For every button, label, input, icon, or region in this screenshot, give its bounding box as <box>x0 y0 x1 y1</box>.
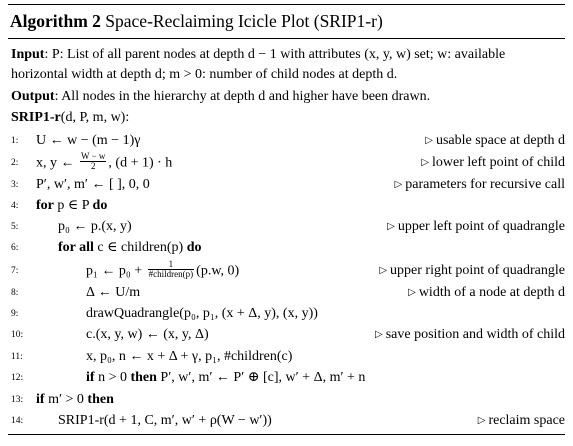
input-label: Input <box>11 47 45 62</box>
line-comment <box>395 176 565 195</box>
algorithm-header <box>10 9 383 33</box>
code-line <box>86 305 318 323</box>
line-comment <box>421 154 565 173</box>
code-text: p₀ ← p.(x, y) <box>58 219 132 234</box>
line-number: 2: <box>11 158 19 168</box>
code-line <box>86 369 365 387</box>
code-text: (p.w, 0) <box>196 263 240 279</box>
code-text: U ← w − (m − 1)γ <box>36 133 141 148</box>
comment-text: upper left point of quadrangle <box>397 219 565 234</box>
input-text-2: horizontal width at depth d; m > 0: number of child nodes at depth d. <box>11 67 398 82</box>
comment-triangle-icon: ▷ <box>379 265 388 276</box>
line-number: 9: <box>11 309 19 319</box>
keyword: do <box>92 198 108 213</box>
code-text: p₁ ← p₀ + <box>86 263 146 279</box>
code-text: SRIP1-r(d + 1, C, m′, w′ + ρ(W − w′)) <box>58 413 272 428</box>
line-number: 11: <box>11 352 23 362</box>
line-number: 13: <box>11 395 24 405</box>
comment-text: upper right point of quadrangle <box>390 263 565 278</box>
procedure-args: (d, P, m, w): <box>60 110 130 125</box>
code-line <box>58 218 132 236</box>
line-comment <box>387 218 565 237</box>
input-line-1 <box>11 46 563 64</box>
comment-triangle-icon: ▷ <box>477 415 486 426</box>
line-number: 12: <box>11 373 24 383</box>
comment-triangle-icon: ▷ <box>375 329 383 340</box>
fraction <box>148 260 194 279</box>
code-line <box>36 132 140 150</box>
code-line <box>86 259 240 281</box>
line-comment <box>425 132 565 151</box>
comment-triangle-icon: ▷ <box>387 221 395 232</box>
line-comment <box>375 326 565 345</box>
bottom-rule <box>8 434 565 435</box>
code-text: P′, w′, m′ ← [ ], 0, 0 <box>36 177 150 192</box>
line-number: 4: <box>11 201 19 211</box>
code-text: c.(x, y, w) ← (x, y, Δ) <box>86 327 209 342</box>
code-line <box>86 348 292 366</box>
line-comment <box>379 262 565 281</box>
code-text: c ∈ children(p) <box>93 240 187 255</box>
keyword: for <box>36 198 54 213</box>
line-number: 1: <box>11 136 19 146</box>
code-text: x, y ← <box>36 155 78 171</box>
code-line <box>86 284 140 302</box>
comment-text: reclaim space <box>488 413 565 428</box>
code-text: drawQuadrangle(p₀, p₁, (x + Δ, y), (x, y)) <box>86 306 318 321</box>
code-text: m′ > 0 <box>44 392 88 407</box>
comment-triangle-icon: ▷ <box>421 157 430 168</box>
comment-triangle-icon: ▷ <box>425 135 433 146</box>
procedure-signature <box>11 109 563 127</box>
fraction-denominator: 2 <box>90 161 96 171</box>
code-line <box>36 391 114 409</box>
output-line <box>11 88 563 106</box>
line-number: 10: <box>11 330 24 340</box>
fraction-numerator: W − w <box>81 151 106 161</box>
line-number: 7: <box>11 266 19 276</box>
output-label: Output <box>11 89 55 104</box>
keyword: if <box>36 392 45 407</box>
code-text: P′, w′, m′ ← P′ ⊕ [c], w′ + Δ, m′ + n <box>156 370 366 385</box>
line-number: 3: <box>11 180 19 190</box>
code-line <box>36 197 107 215</box>
code-line <box>36 176 150 194</box>
procedure-name: SRIP1-r <box>11 110 61 125</box>
keyword: then <box>87 392 114 407</box>
comment-text: save position and width of child <box>385 327 565 342</box>
comment-text: usable space at depth d <box>435 133 565 148</box>
keyword: do <box>186 240 202 255</box>
comment-text: lower left point of child <box>432 155 565 170</box>
comment-text: parameters for recursive call <box>405 177 565 192</box>
code-text: Δ ← U/m <box>86 285 141 300</box>
code-line <box>58 239 201 257</box>
code-line <box>86 326 209 344</box>
code-text: n > 0 <box>94 370 131 385</box>
keyword: then <box>130 370 157 385</box>
line-number: 5: <box>11 222 19 232</box>
code-text: , (d + 1) · h <box>108 155 173 171</box>
line-comment <box>408 284 565 303</box>
input-line-2 <box>11 66 563 84</box>
code-text: p ∈ P <box>53 198 93 213</box>
comment-text: width of a node at depth d <box>418 285 565 300</box>
header-rule <box>8 38 565 39</box>
code-line <box>58 412 272 430</box>
line-number: 8: <box>11 288 19 298</box>
line-number: 14: <box>11 416 24 426</box>
fraction-numerator: 1 <box>148 260 194 270</box>
comment-triangle-icon: ▷ <box>394 179 403 190</box>
code-line <box>36 151 173 173</box>
keyword: if <box>86 370 95 385</box>
input-text-1: : P: List of all parent nodes at depth d − 1 with attributes (x, y, w) set; w: available <box>44 47 506 62</box>
comment-triangle-icon: ▷ <box>408 287 416 298</box>
algorithm-title: Space-Reclaiming Icicle Plot (SRIP1-r) <box>105 11 383 31</box>
output-text: : All nodes in the hierarchy at depth d and higher have been drawn. <box>54 89 431 104</box>
fraction <box>80 152 106 171</box>
line-number: 6: <box>11 243 19 253</box>
keyword: for all <box>58 240 94 255</box>
top-rule <box>8 4 565 5</box>
line-comment <box>478 412 565 431</box>
fraction-denominator: #children(p) <box>148 269 194 279</box>
code-text: x, p₀, n ← x + Δ + γ, p₁, #children(c) <box>86 349 293 364</box>
algorithm-label: Algorithm 2 <box>10 11 101 31</box>
